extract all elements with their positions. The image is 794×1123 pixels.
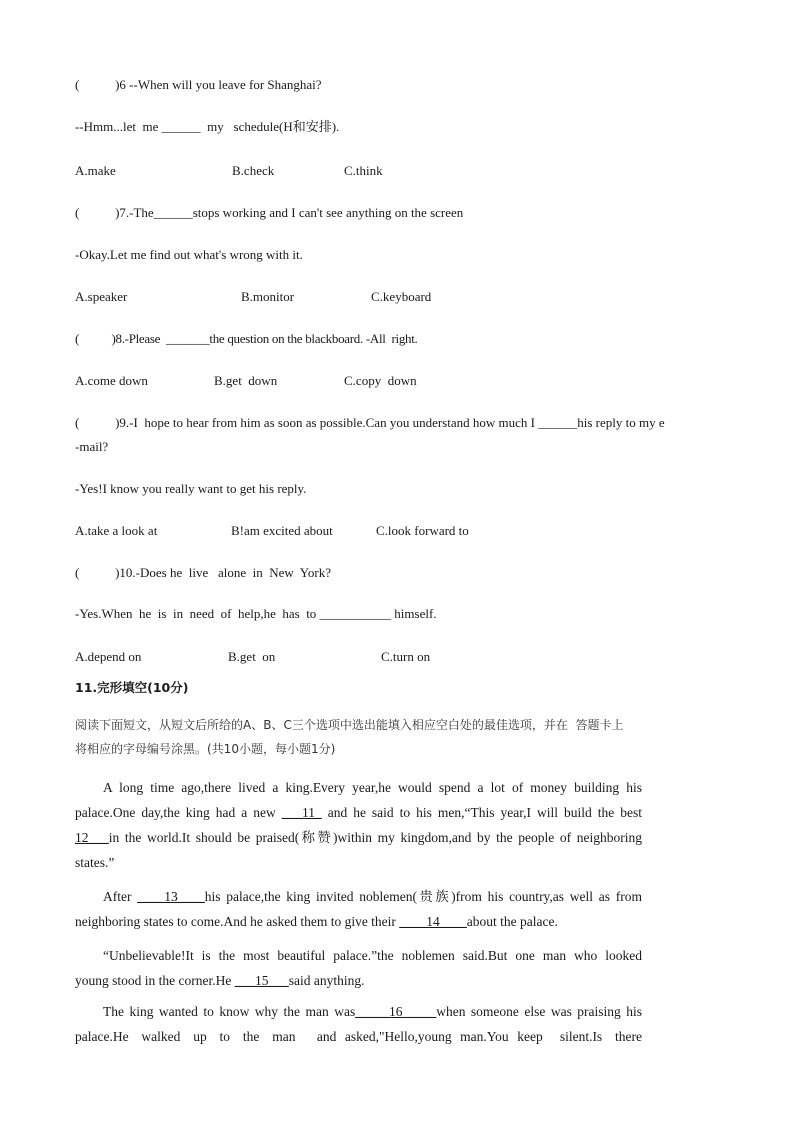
question-9-stem-cont: -mail?: [75, 439, 109, 454]
passage-line: The king wanted to know why the man was_____16_____when someone else was praising his: [103, 1004, 643, 1019]
question-9-stem: ( )9.-I hope to hear from him as soon as possible.Can you understand how much I ______his reply to my e: [75, 415, 665, 430]
passage-line: states.”: [75, 855, 115, 870]
question-10-option-c: C.turn on: [381, 649, 431, 664]
question-10-line2: -Yes.When he is in need of help,he has to ___________ himself.: [75, 606, 437, 621]
passage-line: After ____13____his palace,the king invited noblemen(贵族)from his country,as well as from: [103, 889, 643, 904]
question-9-option-a: A.take a look at: [75, 523, 158, 538]
passage-line: “Unbelievable!It is the most beautiful palace.”the noblemen said.But one man who looked: [103, 948, 642, 963]
question-10-stem: ( )10.-Does he live alone in New York?: [75, 565, 331, 580]
question-8-option-c: C.copy down: [344, 373, 417, 388]
question-7-line2: -Okay.Let me find out what's wrong with it.: [75, 247, 303, 262]
blank-13: ____13____: [137, 889, 205, 904]
passage-paragraph-3: [75, 943, 642, 993]
blank-15: ___15___: [234, 973, 289, 988]
question-10-option-b: B.get on: [228, 649, 276, 664]
question-6-line2: --Hmm...let me ______ my schedule(H和安排).: [75, 119, 340, 134]
question-6-option-a: A.make: [75, 163, 116, 178]
section-instructions-line2: 将相应的字母编号涂黑。(共10小题，每小题1分): [75, 742, 336, 756]
passage-paragraph-2: [75, 884, 642, 934]
question-7-option-c: C.keyboard: [371, 289, 432, 304]
passage-line: palace.One day,the king had a new ___11_ and he said to his men,“This year,I will build the best: [75, 805, 643, 820]
section-instructions-line1: 阅读下面短文，从短文后所给的A、B、C三个选项中选出能填入相应空白处的最佳选项，并在 答题卡上: [75, 718, 624, 732]
question-6-stem: ( )6 --When will you leave for Shanghai?: [75, 77, 322, 92]
question-6-option-c: C.think: [344, 163, 383, 178]
passage-line: neighboring states to come.And he asked them to give their ____14____about the palace.: [75, 914, 558, 929]
passage-line: A long time ago,there lived a king.Every year,he would spend a lot of money building his: [103, 780, 642, 795]
question-8-option-b: B.get down: [214, 373, 278, 388]
question-9-option-b: B!am excited about: [231, 523, 333, 538]
question-8-option-a: A.come down: [75, 373, 148, 388]
question-6-option-b: B.check: [232, 163, 275, 178]
question-7-stem: ( )7.-The______stops working and I can't see anything on the screen: [75, 205, 464, 220]
passage-paragraph-4: [75, 999, 642, 1049]
passage-line: young stood in the corner.He ___15___said anything.: [75, 973, 365, 988]
blank-16: _____16_____: [355, 1004, 437, 1019]
blank-11: ___11_: [281, 805, 322, 820]
question-7-option-b: B.monitor: [241, 289, 295, 304]
question-10-option-a: A.depend on: [75, 649, 142, 664]
passage-line: palace.He walked up to the man and asked,"Hello,young man.You keep silent.Is there: [75, 1029, 642, 1044]
question-7-option-a: A.speaker: [75, 289, 128, 304]
question-9-option-c: C.look forward to: [376, 523, 469, 538]
passage-line: 12___in the world.It should be praised(称赞)within my kingdom,and by the people of neighboring: [75, 830, 642, 845]
blank-14: ____14____: [399, 914, 467, 929]
section-heading: 11.完形填空(10分): [75, 680, 189, 695]
passage-paragraph-1: [75, 775, 642, 875]
blank-12: 12___: [75, 830, 109, 845]
question-9-line2: -Yes!I know you really want to get his reply.: [75, 481, 307, 496]
question-8-stem: ( )8.-Please _______the question on the blackboard. -All right.: [75, 331, 418, 346]
